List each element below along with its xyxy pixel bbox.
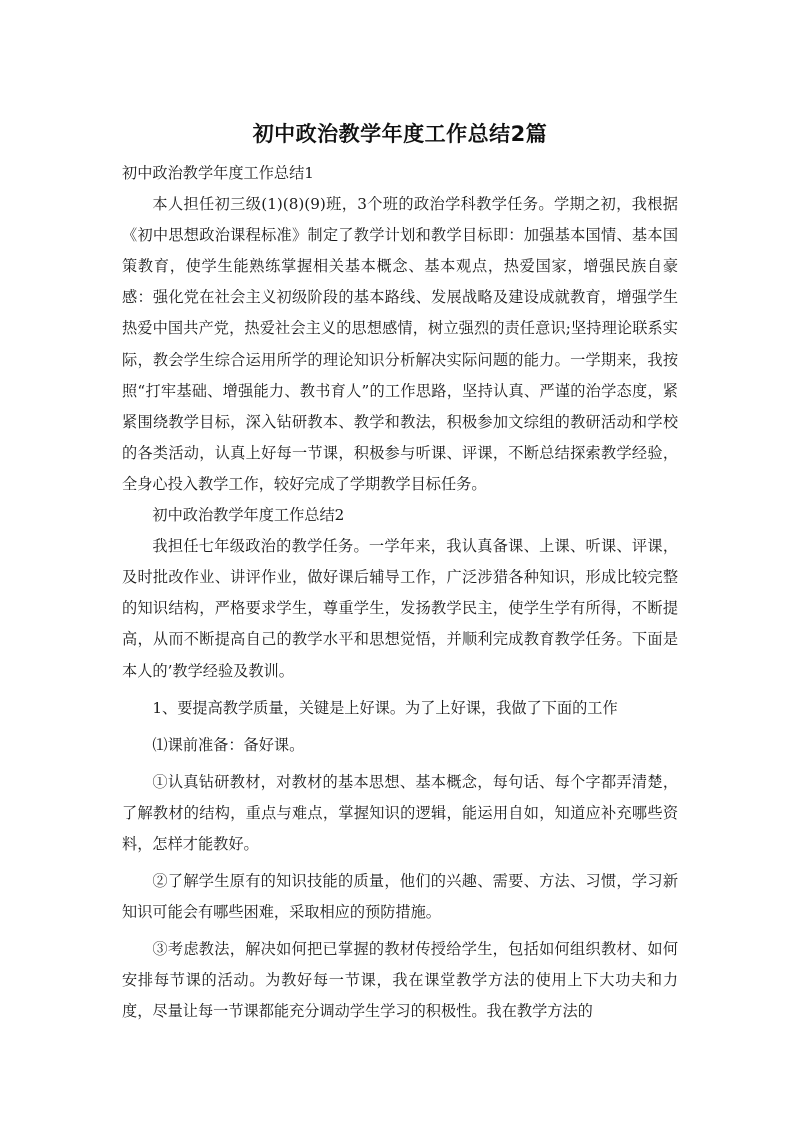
section-2-paragraph-5: ②了解学生原有的知识技能的质量，他们的兴趣、需要、方法、习惯，学习新知识可能会有哪些困难，采取相应的预防措施。 [122, 872, 678, 922]
section-2-paragraph-3: ⑴课前准备：备好课。 [152, 735, 305, 754]
section-1-heading: 初中政治教学年度工作总结1 [122, 164, 314, 182]
section-2-paragraph-2: 1、要提高教学质量，关键是上好课。为了上好课，我做了下面的工作 [152, 698, 618, 717]
section-1-paragraph-1: 本人担任初三级(1)(8)(9)班，3个班的政治学科教学任务。学期之初，我根据《初中思想政治课程标准》制定了教学计划和教学目标即：加强基本国情、基本国策教育，使学生能熟练掌握相关基本概念、基本观点，热爱国家，增强民族自豪感：强化党在社会主义初级阶段的基本路线、发展战略及建设成就教育，增强学生热爱中国共产党，热爱社会主义的思想感情，树立强烈的责任意识;坚持理论联系实际，教会学生综合运用所学的理论知识分析解决实际问题的能力。一学期来，我按照“打牢基础、增强能力、教书育人”的工作思路，坚持认真、严谨的治学态度，紧紧围绕教学目标，深入钻研教本、教学和教法，积极参加文综组的教研活动和学校的各类活动，认真上好每一节课，积极参与听课、评课，不断总结探索教学经验，全身心投入教学工作，较好完成了学期教学目标任务。 [122, 195, 678, 493]
section-2-paragraph-6: ③考虑教法，解决如何把已掌握的教材传授给学生，包括如何组织教材、如何安排每节课的活动。为教好每一节课，我在课堂教学方法的使用上下大功夫和力度，尽量让每一节课都能充分调动学生学习的积极性。我在教学方法的 [122, 940, 678, 1021]
document-title: 初中政治教学年度工作总结2篇 [252, 122, 548, 146]
document-body [122, 158, 678, 1028]
section-2-paragraph-4: ①认真钻研教材，对教材的基本思想、基本概念，每句话、每个字都弄清楚，了解教材的结构，重点与难点，掌握知识的逻辑，能运用自如，知道应补充哪些资料，怎样才能教好。 [122, 772, 678, 853]
section-2-paragraph-1: 我担任七年级政治的教学任务。一学年来，我认真备课、上课、听课、评课，及时批改作业、讲评作业，做好课后辅导工作，广泛涉猎各种知识，形成比较完整的知识结构，严格要求学生，尊重学生，发扬教学民主，使学生学有所得，不断提高，从而不断提高自己的教学水平和思想觉悟，并顺利完成教育教学任务。下面是本人的’教学经验及教训。 [122, 537, 678, 680]
section-2-heading: 初中政治教学年度工作总结2 [152, 506, 345, 525]
